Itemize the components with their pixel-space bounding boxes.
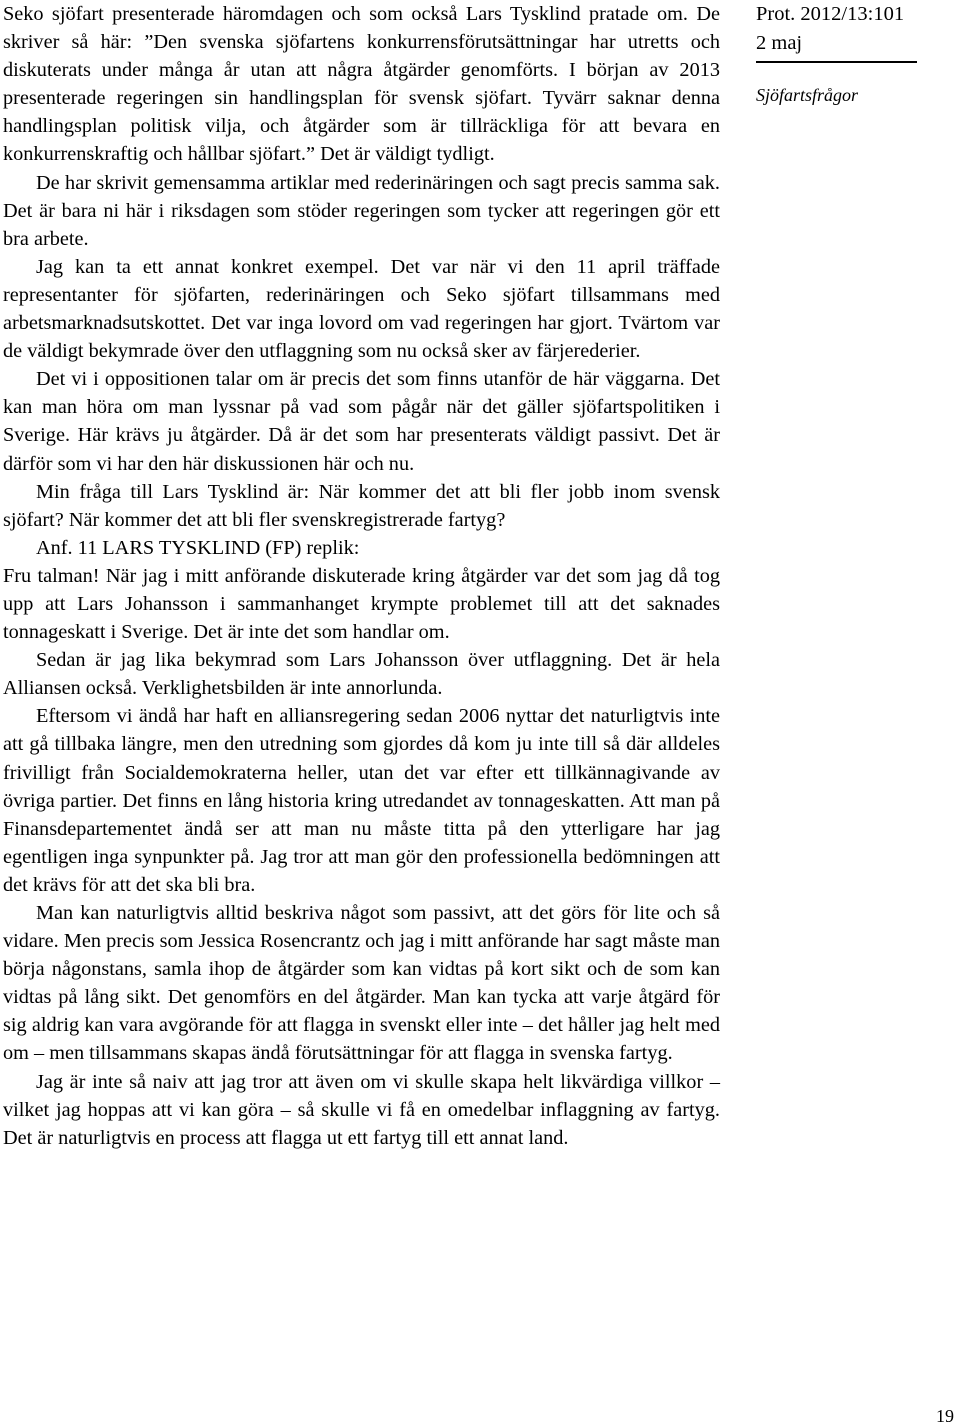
topic-label: Sjöfartsfrågor [756, 85, 859, 105]
speaker-heading: Anf. 11 LARS TYSKLIND (FP) replik: [36, 536, 360, 559]
paragraph: Man kan naturligtvis alltid beskriva något som passivt, att det görs för lite och så vidare. Men precis som Jessica Rosencrantz och jag i mitt anförande har sagt måste man börja någonstans, samla ihop de åtgärder som kan vidtas på kort sikt och de som kan vidtas på lång sikt. Det genomförs en del åtgärder. Man kan tycka att varje åtgärd för sig aldrig kan vara avgörande för att flagga in svenskt eller inte – det håller jag helt med om – men tillsammans skapas ändå förutsättningar för att flagga in svenska fartyg. [3, 902, 720, 1065]
speech-text [3, 0, 720, 1152]
paragraph: Min fråga till Lars Tysklind är: När kommer det att bli fler jobb inom svensk sjöfart? När kommer det att bli fler svenskregistrerade fartyg? [3, 480, 720, 531]
page-number: 19 [936, 1406, 954, 1426]
paragraph: Jag kan ta ett annat konkret exempel. Det var när vi den 11 april träffade representanter för sjöfarten, rederinäringen och Seko sjöfart tillsammans med arbetsmarknadsutskottet. Det var inga lovord om vad regeringen har gjort. Tvärtom var de väldigt bekymrade över den utflaggning som nu också sker av färjerederier. [3, 255, 720, 363]
paragraph: Det vi i oppositionen talar om är precis det som finns utanför de här väggarna. Det kan man höra om man lyssnar på vad som pågår när det gäller sjöfartspolitiken i Sverige. Här krävs ju åtgärder. Då är det som har presenterats väldigt passivt. Det är därför som vi har den här diskussionen här och nu. [3, 368, 720, 475]
session-date: 2 maj [756, 32, 803, 54]
header-rule [756, 61, 917, 63]
paragraph: Seko sjöfart presenterade häromdagen och som också Lars Tysklind pratade om. De skriver så här: ”Den svenska sjöfartens konkurrensförutsättningar har utretts och diskuterats under många år utan att några åtgärder genomförts. I början av 2013 presenterade regeringen sin handlingsplan för svensk sjöfart. Tyvärr saknar denna handlingsplan politisk vilja, och åtgärder som är tillräckliga för att bevara en konkurrenskraftig och hållbar sjöfart.” Det är väldigt tydligt. [3, 3, 720, 166]
paragraph: Fru talman! När jag i mitt anförande diskuterade kring åtgärder var det som jag då tog upp att Lars Johansson i sammanhanget krympte problemet till att det saknades tonnageskatt i Sverige. Det är inte det som handlar om. [3, 564, 720, 644]
paragraph: Eftersom vi ändå har haft en alliansregering sedan 2006 nyttar det naturligtvis inte att gå tillbaka längre, men den utredning som gjordes då kom ju inte till så där alldeles frivilligt från Socialdemokraterna heller, utan det var efter ett tillkännagivande av övriga partier. Det finns en lång historia kring utredandet av tonnageskatten. Att man på Finansdepartementet ändå ser att man nu måste titta på den ytterligare har jag egentligen inga synpunkter på. Jag tror att man gör den professionella bedömningen att det krävs för att det ska bli bra. [3, 705, 720, 896]
margin-header [756, 0, 956, 108]
protocol-number: Prot. 2012/13:101 [756, 3, 905, 25]
paragraph: Jag är inte så naiv att jag tror att även om vi skulle skapa helt likvärdiga villkor – vilket jag hoppas att vi kan göra – så skulle vi få en omedelbar inflaggning av fartyg. Det är naturligtvis en process att flagga ut ett fartyg till ett annat land. [3, 1070, 720, 1149]
paragraph: De har skrivit gemensamma artiklar med rederinäringen och sagt precis samma sak. Det är bara ni här i riksdagen som stöder regeringen som tycker att regeringen gör ett bra arbete. [3, 171, 720, 250]
paragraph: Sedan är jag lika bekymrad som Lars Johansson över utflaggning. Det är hela Alliansen också. Verklighetsbilden är inte annorlunda. [3, 649, 720, 700]
